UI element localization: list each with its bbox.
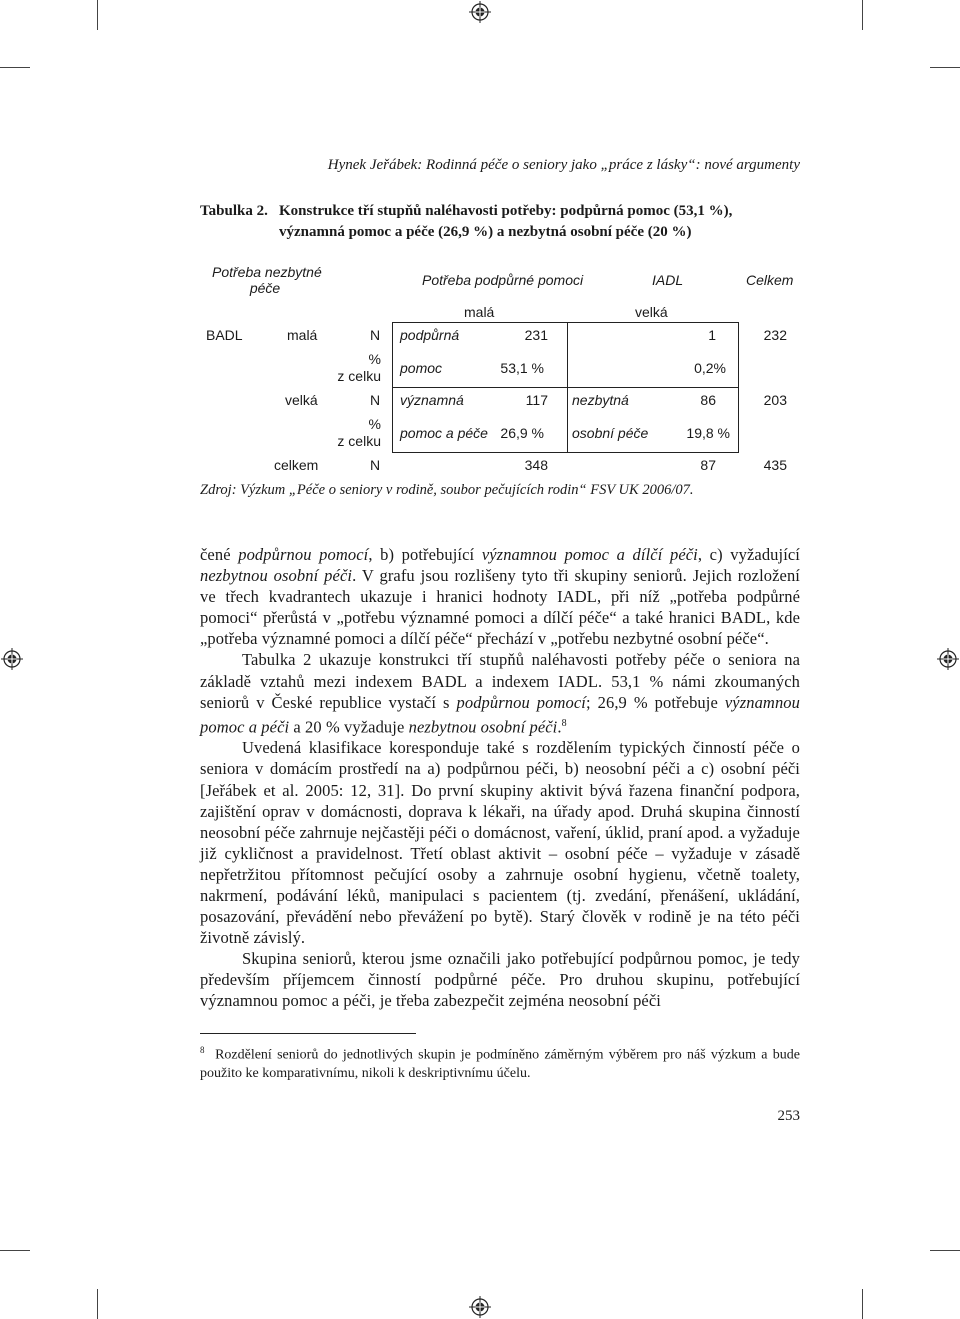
emphasis: významnou pomoc a péči	[200, 692, 800, 737]
crop-mark	[862, 1289, 863, 1319]
row-label-n: N	[370, 327, 381, 343]
registration-mark-icon	[469, 1, 491, 23]
caption-line-2: významná pomoc a péče (26,9 %) a nezbytná osobní péče (20 %)	[279, 224, 692, 240]
cell-label: nezbytná	[572, 392, 629, 408]
table-rule	[392, 322, 738, 323]
cell-label: podpůrná	[400, 327, 460, 343]
cell-total: 435	[763, 457, 787, 473]
registration-mark-icon	[469, 1296, 491, 1318]
row-label-z-celku: z celku	[337, 433, 381, 449]
text-run: , c) vyžadující	[697, 545, 800, 564]
table-rule	[392, 387, 738, 388]
text-run: . V grafu jsou rozlišeny tyto tři skupiny seniorů. Jejich rozložení ve třech kvadrantech ukazuje i hranici hodnoty IADL, při níž „potřeba podpůrné pomoci“ přerůstá v „potřebu významné pomoci a dílčí péče“ a také hranici BADL, kde „potřeba významné pomoci a dílčí péče“ přechází v „potřebu nezbytné osobní péče“.	[200, 566, 800, 649]
text-run: ; 26,9 % potřebuje	[585, 692, 725, 712]
table-rule	[392, 452, 738, 453]
emphasis: významnou pomoc a dílčí péči	[481, 545, 698, 564]
cell-value: 86	[700, 392, 716, 408]
registration-mark-icon	[1, 648, 23, 670]
cell-value: 231	[524, 327, 548, 343]
cell-total: 348	[524, 457, 548, 473]
cell-total: 87	[700, 457, 716, 473]
emphasis: podpůrnou pomocí	[456, 692, 586, 712]
cell-total: 203	[763, 392, 787, 408]
emphasis: nezbytnou osobní péči	[408, 717, 558, 737]
caption-line-1: Konstrukce tří stupňů naléhavosti potřeby: podpůrná pomoc (53,1 %),	[279, 203, 733, 219]
paragraph	[200, 649, 800, 737]
row-label-velka: velká	[285, 392, 318, 408]
row-label-pct: %	[368, 351, 381, 367]
crop-mark	[930, 1250, 960, 1251]
footnote-mark: 8	[200, 1045, 205, 1055]
text-run: čené	[200, 545, 239, 564]
page-number: 253	[777, 1108, 800, 1124]
paragraph: Skupina seniorů, kterou jsme označili jako potřebující podpůrnou pomoc, je tedy především příjemcem činností podpůrné péče. Pro druhou skupinu, potřebující významnou pomoc a péči, je třeba zabezpečit zejména neosobní péči	[200, 949, 800, 1011]
emphasis: podpůrnou pomocí	[238, 545, 369, 564]
cell-value: 1	[708, 327, 716, 343]
cell-value: 26,9 %	[500, 425, 544, 441]
footnote	[200, 1041, 800, 1083]
crop-mark	[97, 1289, 98, 1319]
crop-mark	[0, 67, 30, 68]
text-run: .	[557, 717, 562, 737]
running-head: Hynek Jeřábek: Rodinná péče o seniory jako „práce z lásky“: nové argumenty	[327, 157, 800, 173]
row-label-mala: malá	[287, 327, 318, 343]
header-celkem: Celkem	[746, 272, 794, 288]
crop-mark	[0, 1250, 30, 1251]
row-label-z-celku: z celku	[337, 368, 381, 384]
cell-value: 117	[525, 392, 548, 408]
table-source: Zdroj: Výzkum „Péče o seniory v rodině, soubor pečujících rodin“ FSV UK 2006/07.	[200, 482, 694, 498]
cell-value: 19,8 %	[686, 425, 730, 441]
crop-mark	[862, 0, 863, 30]
cell-value: 53,1 %	[500, 360, 544, 376]
crop-mark	[930, 67, 960, 68]
paragraph	[200, 544, 800, 649]
cell-value: 0,2%	[694, 360, 726, 376]
text-run: Tabulka 2 ukazuje konstrukci tří stupňů naléhavosti potřeby péče o seniora na základě vztahů mezi indexem BADL a indexem IADL. 53,1 % námi zkoumaných seniorů v České republice vystačí s	[200, 650, 800, 712]
cell-label: pomoc a péče	[400, 425, 488, 441]
table-rule	[738, 322, 739, 453]
header-potreba-nezbytne-2: péče	[249, 280, 281, 296]
header-iadl: IADL	[652, 272, 684, 288]
emphasis: nezbytnou osobní péči	[200, 566, 353, 586]
cell-label: pomoc	[400, 360, 443, 376]
text-run: , b) potřebující	[368, 545, 482, 564]
registration-mark-icon	[937, 648, 959, 670]
footnote-text: Rozdělení seniorů do jednotlivých skupin je podmíněno záměrným výběrem pro náš výzkum a bude použito ke komparativnímu, nikoli k deskriptivnímu účelu.	[200, 1047, 801, 1081]
table-caption	[200, 201, 800, 243]
footnote-ref: 8	[561, 717, 567, 729]
header-mala: malá	[464, 304, 495, 320]
body-text	[200, 544, 800, 1012]
text-run: a 20 % vyžaduje	[289, 717, 409, 737]
row-label-celkem: celkem	[274, 457, 319, 473]
caption-label: Tabulka 2.	[200, 203, 268, 219]
paragraph: Uvedená klasifikace koresponduje také s rozdělením typických činností péče o seniora v domácím prostředí na a) podpůrnou péči, b) neosobní péči a c) osobní péči [Jeřábek et al. 2005: 12, 31]. Do první skupiny aktivit bývá řazena finanční podpora, zajištění oprav v domácnosti, doprava k lékaři, na úřady apod. Druhá skupina činností neosobní péče zahrnuje nejčastěji péči o domácnost, vaření, úklid, praní apod. a vyžaduje již cykličnost a pravidelnost. Třetí oblast aktivit – osobní péče – vyžaduje v zásadě nepřetržitou přítomnost pečující osoby a zahrnuje osobní hygienu, včetně toalety, nakrmení, podávání léků, manipulaci s pacientem (tj. zvedání, přenášení, ukládání, posazování, převádění nebo převážení po bytě). Starý člověk v rodině je na této péči životně závislý.	[200, 738, 800, 948]
row-label-n: N	[370, 457, 381, 473]
footnote-rule	[200, 1033, 416, 1034]
row-label-pct: %	[368, 416, 381, 432]
cell-label: osobní péče	[572, 425, 649, 441]
header-potreba-nezbytne: Potřeba nezbytné	[212, 264, 322, 280]
row-label-badl: BADL	[206, 327, 243, 343]
row-label-n: N	[370, 392, 381, 408]
crop-mark	[97, 0, 98, 30]
cell-total: 232	[763, 327, 787, 343]
header-podpurne-pomoci: Potřeba podpůrné pomoci	[422, 272, 584, 288]
header-velka: velká	[635, 304, 668, 320]
cell-label: významná	[400, 392, 464, 408]
